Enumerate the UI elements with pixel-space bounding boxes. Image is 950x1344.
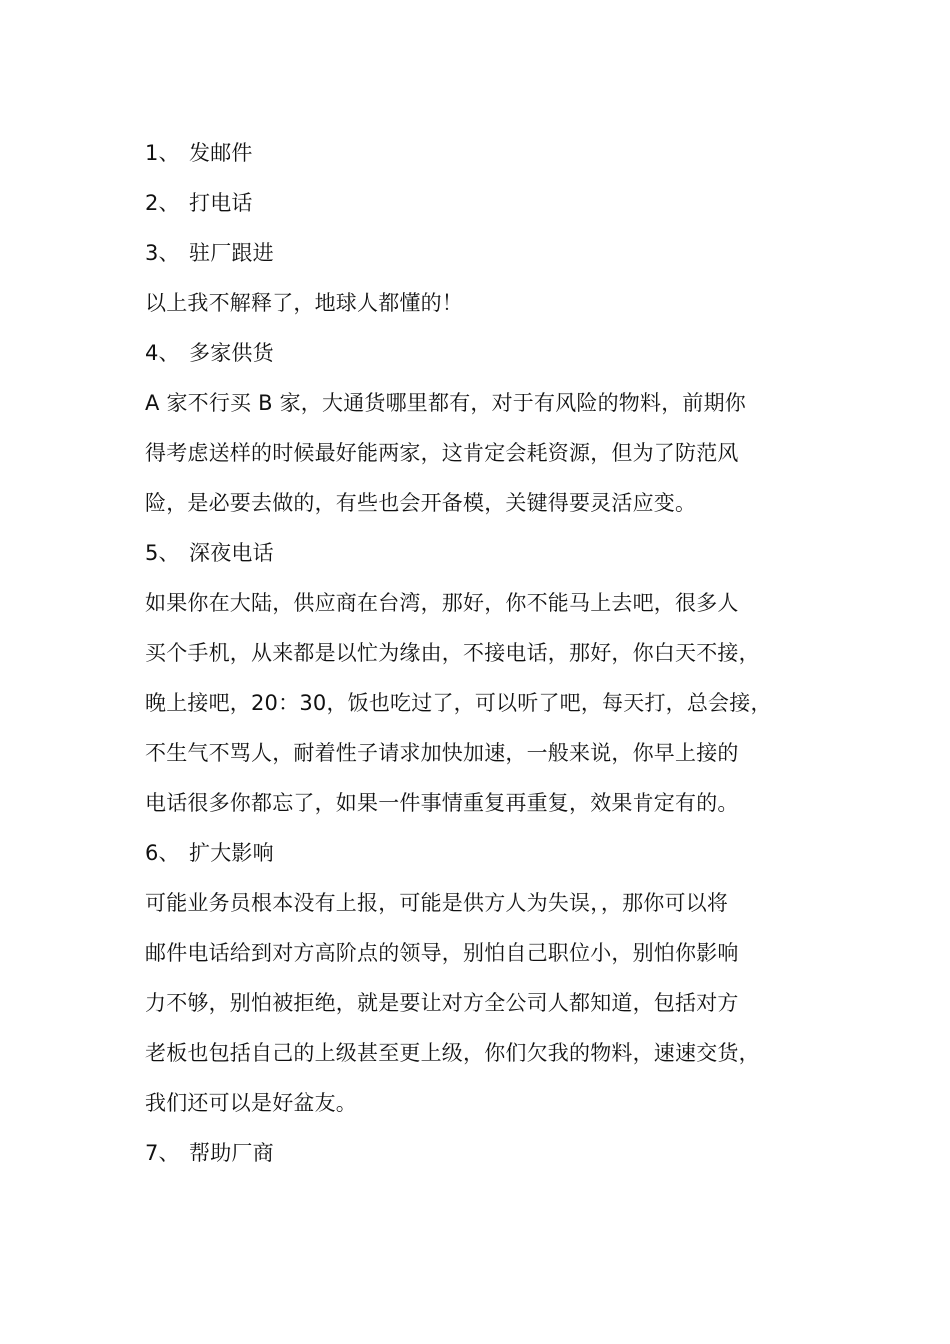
list-item xyxy=(145,528,825,578)
list-item-number: 3、 xyxy=(145,241,180,265)
list-item xyxy=(145,828,825,878)
list-item-number: 2、 xyxy=(145,191,180,215)
list-item xyxy=(145,178,825,228)
list-item-text: 打电话 xyxy=(189,191,253,215)
paragraph-line: 可能业务员根本没有上报，可能是供方人为失误，，那你可以将 xyxy=(145,891,729,915)
list-item-text: 扩大影响 xyxy=(189,841,274,865)
paragraph-line: 险，是必要去做的，有些也会开备模，关键得要灵活应变。 xyxy=(145,491,697,515)
list-item-number: 4、 xyxy=(145,341,180,365)
paragraph-line: 如果你在大陆，供应商在台湾，那好，你不能马上去吧，很多人 xyxy=(145,591,739,615)
list-item-text: 发邮件 xyxy=(189,141,253,165)
paragraph-line: 我们还可以是好盆友。 xyxy=(145,1091,357,1115)
list-item-number: 1、 xyxy=(145,141,180,165)
paragraph-line: 不生气不骂人，耐着性子请求加快加速，一般来说，你早上接的 xyxy=(145,741,739,765)
paragraph-line: 得考虑送样的时候最好能两家，这肯定会耗资源，但为了防范风 xyxy=(145,441,739,465)
paragraph-line: 电话很多你都忘了，如果一件事情重复再重复，效果肯定有的。 xyxy=(145,791,739,815)
paragraph-line: 老板也包括自己的上级甚至更上级，你们欠我的物料，速速交货， xyxy=(145,1041,760,1065)
list-item-text: 多家供货 xyxy=(189,341,274,365)
list-item-number: 5、 xyxy=(145,541,180,565)
list-item-text: 深夜电话 xyxy=(189,541,274,565)
list-item xyxy=(145,128,825,178)
list-item xyxy=(145,328,825,378)
list-item-text: 驻厂跟进 xyxy=(189,241,274,265)
paragraph-line: 邮件电话给到对方高阶点的领导，别怕自己职位小，别怕你影响 xyxy=(145,941,739,965)
list-item-number: 7、 xyxy=(145,1141,180,1165)
list-item-number: 6、 xyxy=(145,841,180,865)
list-item-text: 帮助厂商 xyxy=(189,1141,274,1165)
paragraph-line: 以上我不解释了，地球人都懂的！ xyxy=(145,291,463,315)
paragraph-line: 力不够，别怕被拒绝，就是要让对方全公司人都知道，包括对方 xyxy=(145,991,739,1015)
list-item xyxy=(145,1128,825,1178)
list-item xyxy=(145,228,825,278)
paragraph-line: A 家不行买 B 家，大通货哪里都有，对于有风险的物料，前期你 xyxy=(145,391,746,415)
document-body xyxy=(145,128,825,1178)
paragraph-line: 买个手机，从来都是以忙为缘由，不接电话，那好，你白天不接， xyxy=(145,641,760,665)
paragraph-line: 晚上接吧，20：30，饭也吃过了，可以听了吧，每天打，总会接， xyxy=(145,691,772,715)
